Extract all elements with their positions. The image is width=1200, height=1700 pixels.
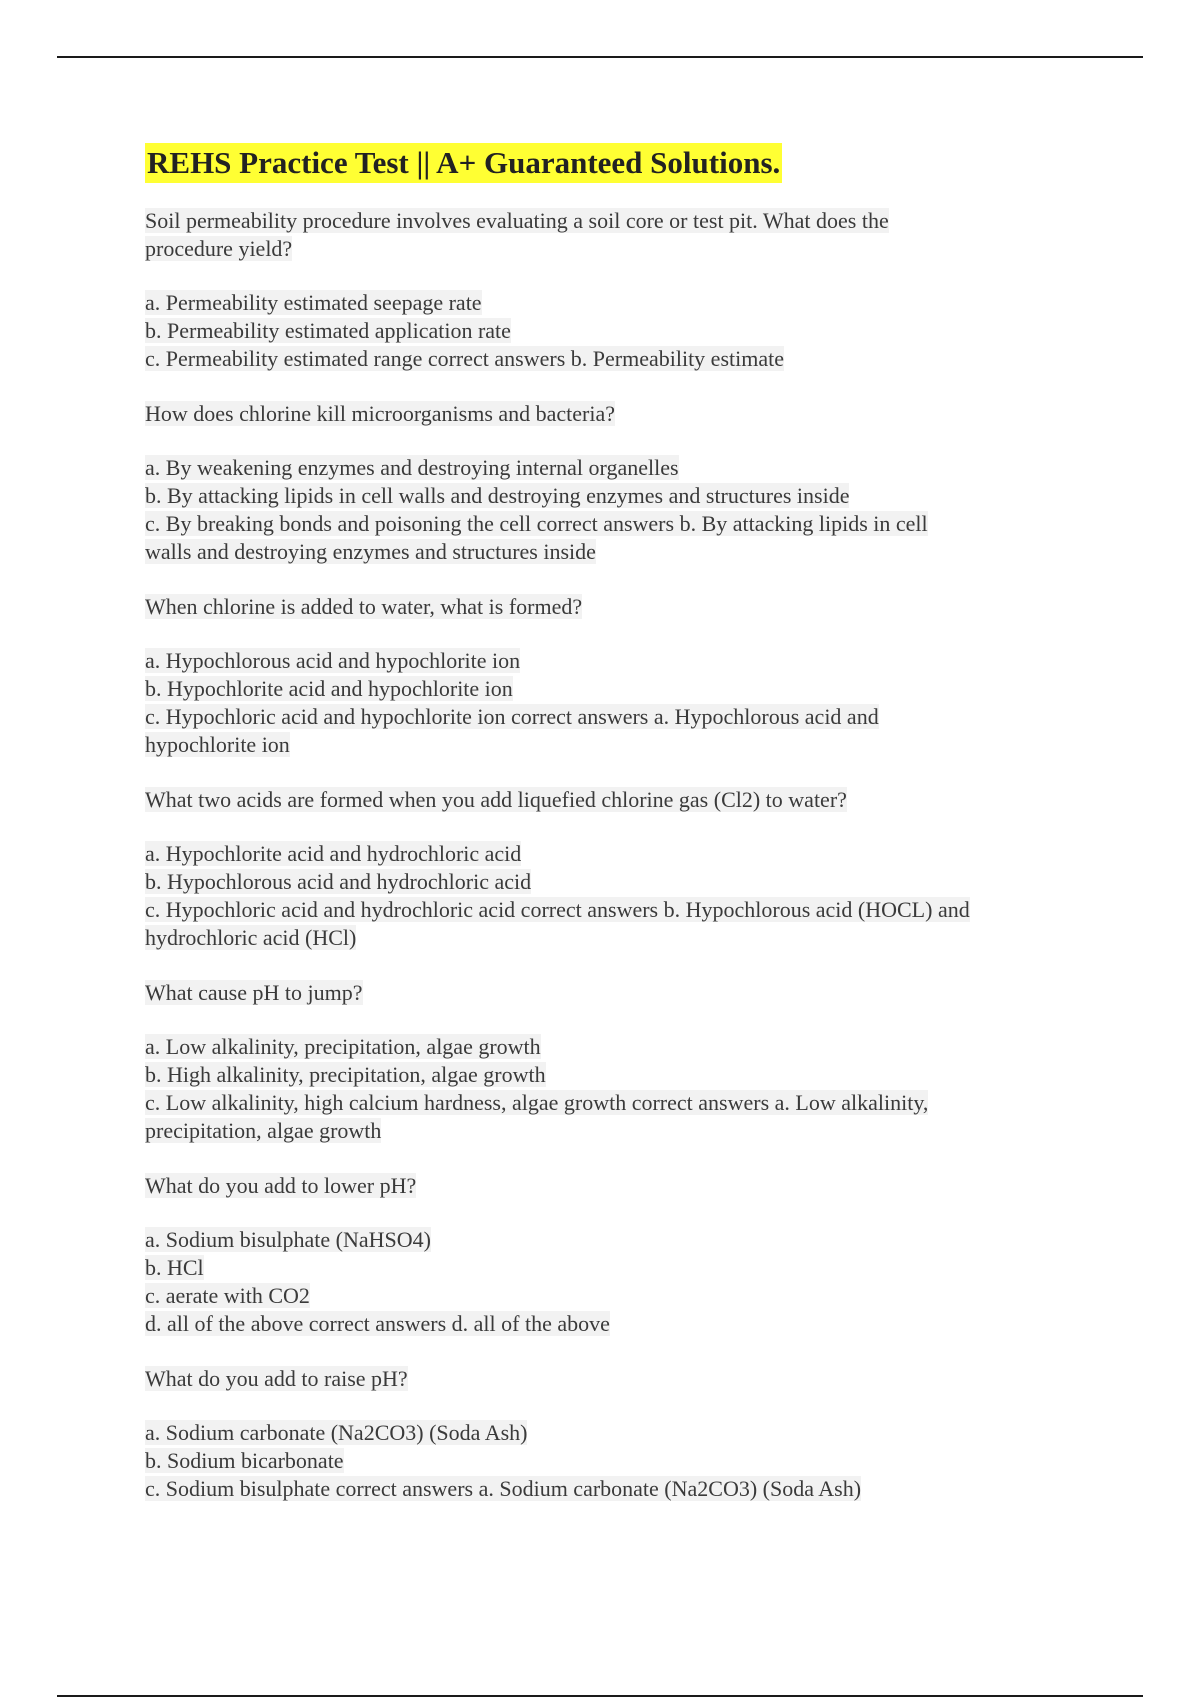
option-line: hypochlorite ion: [145, 732, 290, 757]
option-line: a. By weakening enzymes and destroying internal organelles: [145, 455, 679, 480]
bottom-rule: [57, 1695, 1143, 1697]
option-line: walls and destroying enzymes and structures inside: [145, 539, 596, 564]
question: [145, 1365, 1075, 1393]
option-line: b. Hypochlorite acid and hypochlorite ion: [145, 676, 513, 701]
options-list: [145, 1033, 1075, 1145]
qa-block: [145, 1172, 1075, 1338]
option-line: b. High alkalinity, precipitation, algae growth: [145, 1062, 546, 1087]
option-line: precipitation, algae growth: [145, 1118, 382, 1143]
option-line: a. Sodium bisulphate (NaHSO4): [145, 1227, 431, 1252]
options-list: [145, 289, 1075, 373]
question-line: procedure yield?: [145, 236, 293, 261]
question: [145, 979, 1075, 1007]
option-line: c. Sodium bisulphate correct answers a. Sodium carbonate (Na2CO3) (Soda Ash): [145, 1476, 862, 1501]
option-line: b. Permeability estimated application rate: [145, 318, 511, 343]
option-line: b. Sodium bicarbonate: [145, 1448, 344, 1473]
options-list: [145, 1419, 1075, 1503]
options-list: [145, 840, 1075, 952]
top-rule: [57, 56, 1143, 58]
options-list: [145, 1226, 1075, 1338]
document-body: [145, 143, 1075, 1530]
options-list: [145, 647, 1075, 759]
option-line: c. Permeability estimated range correct answers b. Permeability estimate: [145, 346, 784, 371]
question: [145, 786, 1075, 814]
question-line: What do you add to raise pH?: [145, 1366, 408, 1391]
option-line: a. Permeability estimated seepage rate: [145, 290, 482, 315]
option-line: c. Low alkalinity, high calcium hardness, algae growth correct answers a. Low alkalinity,: [145, 1090, 929, 1115]
qa-block: [145, 400, 1075, 566]
option-line: hydrochloric acid (HCl): [145, 925, 357, 950]
qa-block: [145, 1365, 1075, 1503]
question-line: What do you add to lower pH?: [145, 1173, 417, 1198]
question-line: When chlorine is added to water, what is formed?: [145, 594, 583, 619]
option-line: c. By breaking bonds and poisoning the cell correct answers b. By attacking lipids in cell: [145, 511, 928, 536]
option-line: a. Low alkalinity, precipitation, algae growth: [145, 1034, 541, 1059]
question: [145, 1172, 1075, 1200]
question-line: What two acids are formed when you add liquefied chlorine gas (Cl2) to water?: [145, 787, 847, 812]
option-line: a. Hypochlorous acid and hypochlorite ion: [145, 648, 521, 673]
option-line: d. all of the above correct answers d. all of the above: [145, 1311, 610, 1336]
qa-block: [145, 207, 1075, 373]
qa-block: [145, 979, 1075, 1145]
question-line: What cause pH to jump?: [145, 980, 363, 1005]
option-line: c. Hypochloric acid and hydrochloric acid correct answers b. Hypochlorous acid (HOCL) and: [145, 897, 970, 922]
document-title: REHS Practice Test || A+ Guaranteed Solutions.: [145, 143, 782, 183]
option-line: b. HCl: [145, 1255, 204, 1280]
option-line: c. aerate with CO2: [145, 1283, 310, 1308]
question: [145, 593, 1075, 621]
options-list: [145, 454, 1075, 566]
question-line: Soil permeability procedure involves evaluating a soil core or test pit. What does the: [145, 208, 889, 233]
question: [145, 400, 1075, 428]
qa-block: [145, 786, 1075, 952]
qa-block: [145, 593, 1075, 759]
option-line: c. Hypochloric acid and hypochlorite ion correct answers a. Hypochlorous acid and: [145, 704, 879, 729]
option-line: a. Hypochlorite acid and hydrochloric acid: [145, 841, 522, 866]
option-line: a. Sodium carbonate (Na2CO3) (Soda Ash): [145, 1420, 528, 1445]
option-line: b. By attacking lipids in cell walls and destroying enzymes and structures inside: [145, 483, 850, 508]
question: [145, 207, 1075, 263]
option-line: b. Hypochlorous acid and hydrochloric acid: [145, 869, 532, 894]
question-line: How does chlorine kill microorganisms and bacteria?: [145, 401, 616, 426]
